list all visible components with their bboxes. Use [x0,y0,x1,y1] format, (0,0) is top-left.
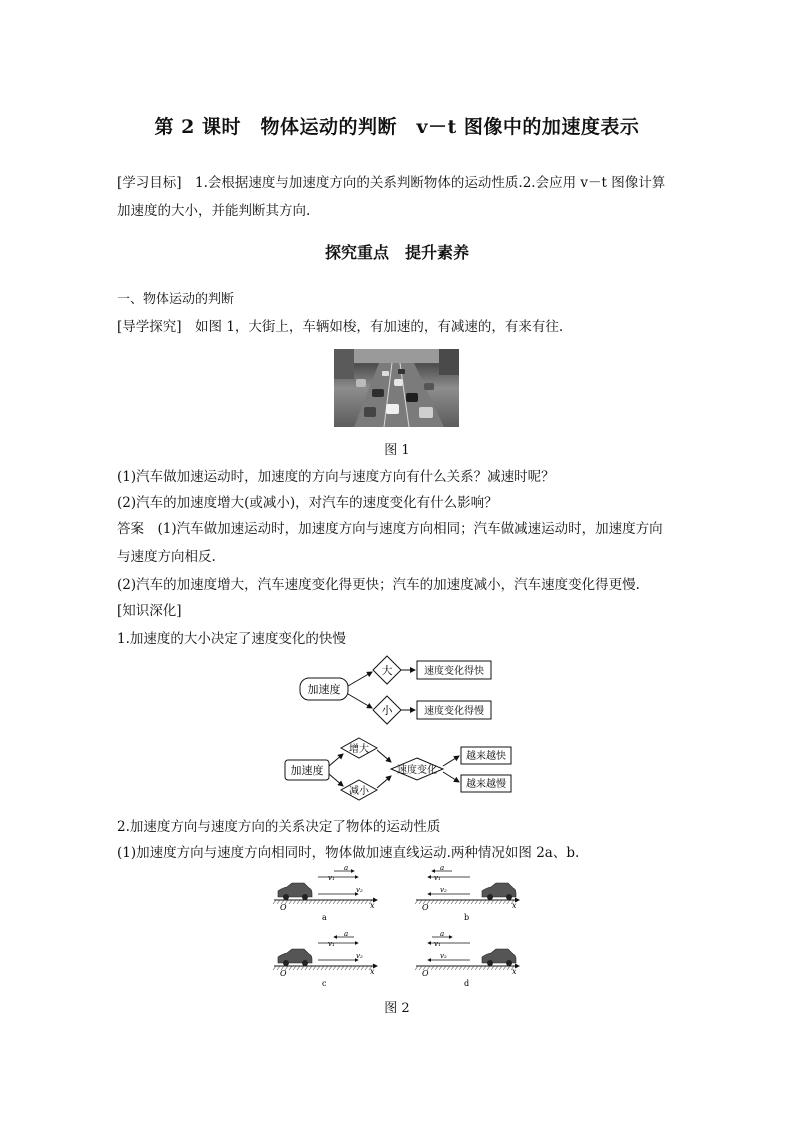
v1-label: v₁ [328,940,335,948]
v1-label: v₁ [434,874,441,882]
inc-label: 增大 [349,744,369,755]
big-label: 大 [381,664,393,677]
mid-label: 速度变化 [397,765,437,776]
question-2: (2)汽车的加速度增大(或减小)，对汽车的速度变化有什么影响？ [117,495,498,511]
objectives-line-2: 加速度的大小，并能判断其方向. [117,203,311,219]
panel-label: a [322,913,327,922]
question-1: (1)汽车做加速运动时，加速度的方向与速度方向有什么关系？减速时呢？ [117,469,555,485]
origin-label: O [422,969,429,978]
origin-label: O [280,903,287,912]
objectives-line-1: [学习目标] 1.会根据速度与加速度方向的关系判断物体的运动性质.2.会应用 v－t 图像计算 [117,175,666,191]
motion-panel-b [412,866,524,922]
v2-label: v₂ [356,886,363,894]
car-icon [482,949,516,966]
v2-label: v₂ [440,886,447,894]
answer-line-3: (2)汽车的加速度增大，汽车速度变化得更快；汽车的加速度减小，汽车速度变化得更慢. [117,577,640,593]
x-axis-label: x [370,901,375,910]
point-2: 2.加速度方向与速度方向的关系决定了物体的运动性质 [117,819,441,835]
point-2-sub: (1)加速度方向与速度方向相同时，物体做加速直线运动.两种情况如图 2a、b. [117,845,580,861]
motion-panel-a [270,866,382,922]
part1-heading: 一、物体运动的判断 [117,292,235,307]
guide-text: [导学探究] 如图 1，大街上，车辆如梭，有加速的，有减速的，有来有往. [117,319,564,335]
root-label: 加速度 [307,683,341,696]
car-icon [278,883,312,900]
point-1: 1.加速度的大小决定了速度变化的快慢 [117,631,346,647]
small-label: 小 [381,704,393,717]
v2-label: v₂ [440,952,447,960]
a-label: a [440,932,445,938]
fig1-caption: 图 1 [384,443,410,458]
slower-label: 越来越慢 [466,779,506,790]
a-label: a [344,866,349,872]
origin-label: O [422,903,429,912]
root2-label: 加速度 [290,764,324,777]
x-axis-label: x [512,967,517,976]
deepen-heading: [知识深化] [117,603,182,619]
dec-label: 减小 [349,786,369,797]
section-heading: 探究重点 提升素养 [324,243,469,262]
answer-line-1: 答案 (1)汽车做加速运动时，加速度方向与速度方向相同；汽车做减速运动时，加速度方向 [117,521,663,537]
panel-label: c [322,979,327,988]
v2-label: v₂ [356,952,363,960]
origin-label: O [280,969,287,978]
v1-label: v₁ [328,874,335,882]
answer-line-2: 与速度方向相反. [117,549,216,565]
panel-label: d [464,979,470,988]
fig2-caption: 图 2 [384,1001,410,1016]
fast-label: 速度变化得快 [424,666,484,677]
motion-panel-d [412,932,524,988]
slow-label: 速度变化得慢 [424,706,484,717]
car-icon [482,883,516,900]
faster-label: 越来越快 [466,751,506,762]
panel-label: b [464,913,470,922]
motion-panel-c [270,932,382,988]
car-icon [278,949,312,966]
a-label: a [440,866,445,872]
x-axis-label: x [512,901,517,910]
v1-label: v₁ [434,940,441,948]
x-axis-label: x [370,967,375,976]
page-title: 第 2 课时 物体运动的判断 v－t 图像中的加速度表示 [154,116,640,138]
a-label: a [344,932,349,938]
